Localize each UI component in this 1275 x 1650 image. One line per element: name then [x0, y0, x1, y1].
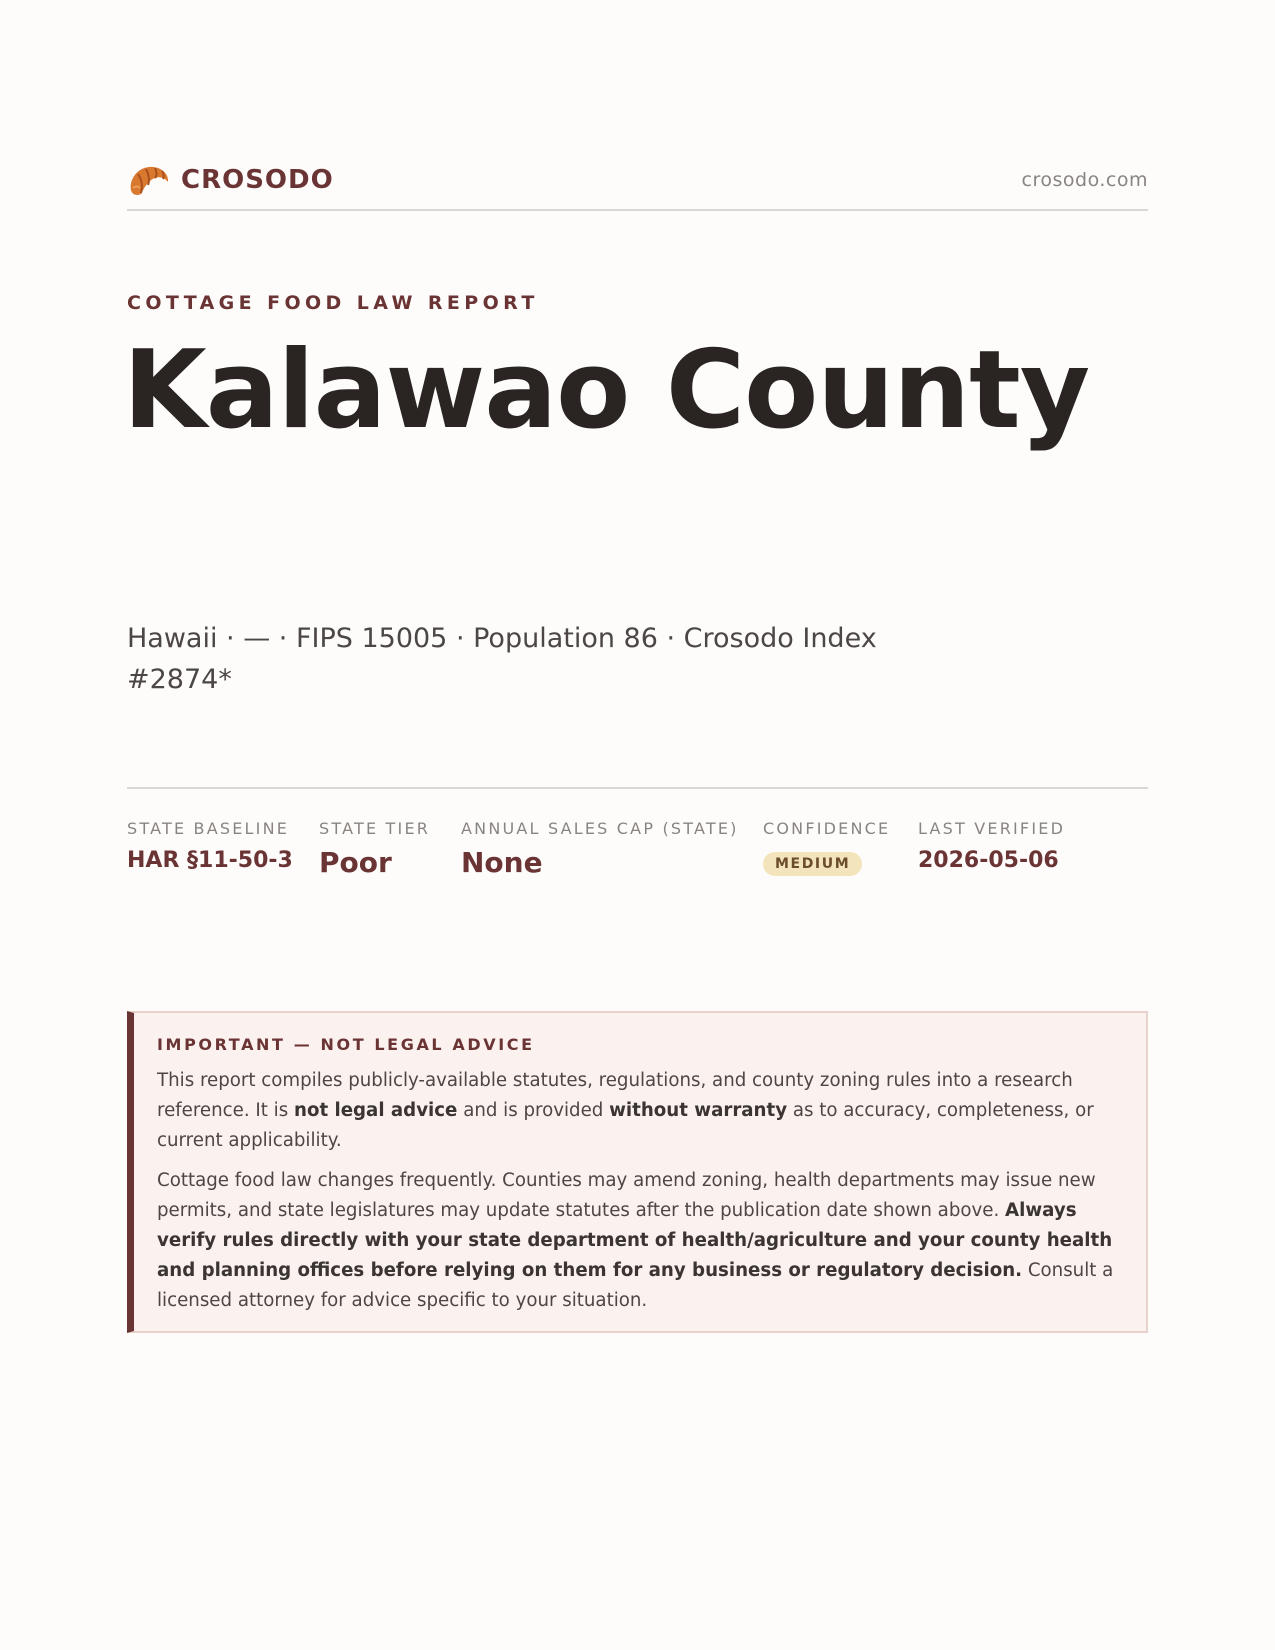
page-header: [127, 155, 1148, 211]
notice-paragraph-2: [157, 1166, 1120, 1316]
notice-text: as to accuracy, completeness, or current applicability.: [157, 1100, 1094, 1151]
stat-value: 2026-05-06: [918, 848, 1059, 873]
brand[interactable]: [127, 161, 334, 199]
stat-confidence: [763, 819, 890, 876]
stats-row: [127, 787, 1148, 899]
report-kicker: COTTAGE FOOD LAW REPORT: [127, 292, 539, 314]
stat-state-baseline: [127, 819, 293, 873]
site-url-link[interactable]: crosodo.com: [1021, 169, 1148, 191]
stat-state-tier: [319, 819, 430, 879]
notice-text: and is provided: [457, 1100, 610, 1121]
stat-label: ANNUAL SALES CAP (STATE): [461, 819, 739, 838]
notice-emphasis: without warranty: [609, 1100, 788, 1121]
report-page: [123, 0, 1148, 1650]
stat-label: STATE TIER: [319, 819, 431, 838]
brand-name: CROSODO: [181, 165, 334, 195]
stat-value: Poor: [319, 846, 392, 879]
notice-title: IMPORTANT — NOT LEGAL ADVICE: [157, 1035, 535, 1054]
croissant-icon: [127, 160, 171, 200]
legal-notice: [127, 1011, 1148, 1333]
report-subtitle: Hawaii · — · FIPS 15005 · Population 86 · Crosodo Index #2874*: [127, 623, 877, 695]
notice-paragraph-1: [157, 1066, 1120, 1156]
stat-label: LAST VERIFIED: [918, 819, 1066, 838]
notice-emphasis: not legal advice: [294, 1100, 458, 1121]
stat-label: CONFIDENCE: [763, 819, 891, 838]
notice-text: This report compiles publicly-available statutes, regulations, and county zoning rules into a research reference. It is: [157, 1070, 1073, 1121]
stat-label: STATE BASELINE: [127, 819, 290, 838]
stat-value: None: [461, 846, 543, 879]
notice-text: Consult a licensed attorney for advice specific to your situation.: [157, 1260, 1114, 1311]
stat-value: HAR §11-50-3: [127, 848, 293, 873]
confidence-badge: MEDIUM: [763, 852, 862, 876]
stat-annual-sales-cap: [461, 819, 739, 879]
notice-text: Cottage food law changes frequently. Counties may amend zoning, health departments may issue new permits, and state legislatures may update statutes after the publication date shown above.: [157, 1170, 1096, 1221]
notice-emphasis: Always verify rules directly with your state department of health/agriculture and your county health and planning offices before relying on them for any business or regulatory decision.: [157, 1200, 1113, 1281]
stat-last-verified: [918, 819, 1065, 873]
page-title: Kalawao County: [123, 328, 1090, 453]
